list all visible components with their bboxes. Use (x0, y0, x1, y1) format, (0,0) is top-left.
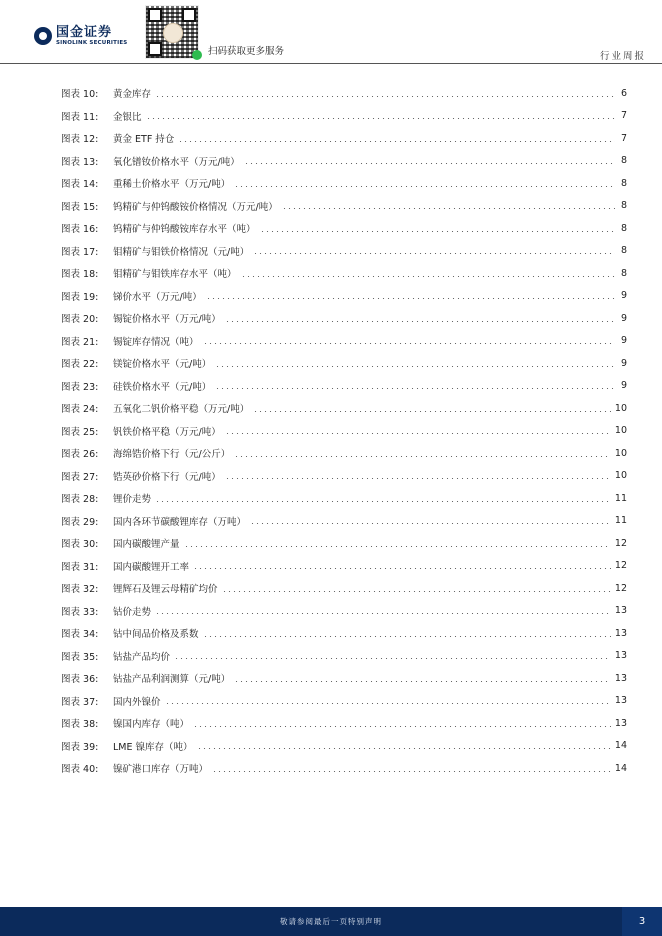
qr-center-logo-icon (163, 23, 183, 43)
qr-code-icon[interactable] (145, 5, 199, 59)
toc-entry-title: 国内外镍价 (113, 696, 161, 708)
footer-disclaimer: 敬请参阅最后一页特别声明 (280, 917, 382, 926)
dot-leader (225, 433, 611, 434)
toc-entry-label: 图表 32: (61, 584, 99, 596)
toc-entry-title: 锂辉石及锂云母精矿均价 (113, 584, 218, 596)
toc-entry-label: 图表 20: (61, 314, 99, 326)
toc-entry-label: 图表 34: (61, 629, 99, 641)
toc-entry-page: 13 (614, 605, 627, 617)
toc-entry[interactable] (61, 352, 627, 375)
toc-entry-title: 氧化镨钕价格水平（万元/吨） (113, 156, 240, 168)
toc-entry-title: 钨精矿与仲钨酸铵价格情况（万元/吨） (113, 201, 278, 213)
toc-entry-page: 9 (620, 357, 627, 369)
toc-entry[interactable] (61, 150, 627, 173)
toc-entry-title: 国内各环节碳酸锂库存（万吨） (113, 516, 247, 528)
toc-entry-page: 8 (620, 177, 627, 189)
toc-entry-title: 钼精矿与钼铁库存水平（吨） (113, 269, 237, 281)
dot-leader (244, 163, 615, 164)
toc-entry-page: 11 (614, 515, 627, 527)
toc-entry-title: 锂价走势 (113, 494, 152, 506)
toc-entry[interactable] (61, 667, 627, 690)
toc-entry-page: 11 (614, 492, 627, 504)
toc-entry-page: 7 (620, 132, 627, 144)
toc-entry-title: 钴中间品价格及系数 (113, 629, 199, 641)
toc-entry[interactable] (61, 397, 627, 420)
toc-entry-page: 14 (614, 740, 627, 752)
toc-entry-page: 13 (614, 717, 627, 729)
page-footer (0, 907, 662, 936)
toc-entry-title: 镍矿港口库存（万吨） (113, 764, 209, 776)
logo-icon (34, 27, 52, 45)
toc-entry-page: 7 (620, 110, 627, 122)
toc-entry-page: 9 (620, 290, 627, 302)
dot-leader (215, 366, 615, 367)
toc-entry-page: 10 (614, 402, 627, 414)
toc-entry-label: 图表 24: (61, 404, 99, 416)
toc-entry[interactable] (61, 240, 627, 263)
toc-entry[interactable] (61, 555, 627, 578)
dot-leader (193, 568, 611, 569)
toc-entry-page: 8 (620, 245, 627, 257)
toc-entry[interactable] (61, 105, 627, 128)
company-logo (34, 26, 127, 47)
dot-leader (234, 681, 611, 682)
wechat-badge-icon (192, 50, 202, 60)
toc-entry-title: 重稀土价格水平（万元/吨） (113, 179, 231, 191)
toc-entry-title: 钴价走势 (113, 606, 152, 618)
toc-entry-label: 图表 25: (61, 426, 99, 438)
toc-entry-title: LME 镍库存（吨） (113, 741, 193, 753)
toc-entry-label: 图表 10: (61, 89, 99, 101)
toc-entry-label: 图表 13: (61, 156, 99, 168)
toc-entry[interactable] (61, 82, 627, 105)
dot-leader (174, 658, 611, 659)
toc-entry-page: 9 (620, 380, 627, 392)
toc-entry-title: 钨精矿与仲钨酸铵库存水平（吨） (113, 224, 256, 236)
toc-entry-label: 图表 39: (61, 741, 99, 753)
toc-entry-label: 图表 26: (61, 449, 99, 461)
toc-entry[interactable] (61, 577, 627, 600)
toc-entry[interactable] (61, 487, 627, 510)
dot-leader (184, 546, 611, 547)
toc-entry[interactable] (61, 195, 627, 218)
toc-entry-label: 图表 11: (61, 111, 99, 123)
toc-entry-title: 黄金库存 (113, 89, 152, 101)
toc-entry-page: 8 (620, 155, 627, 167)
toc-entry[interactable] (61, 712, 627, 735)
toc-entry[interactable] (61, 330, 627, 353)
toc-entry[interactable] (61, 645, 627, 668)
toc-entry-page: 12 (614, 560, 627, 572)
dot-leader (178, 141, 615, 142)
dot-leader (215, 388, 615, 389)
toc-entry-page: 12 (614, 582, 627, 594)
toc-entry-label: 图表 18: (61, 269, 99, 281)
toc-entry-label: 图表 29: (61, 516, 99, 528)
toc-entry-page: 9 (620, 312, 627, 324)
toc-entry-title: 五氧化二钒价格平稳（万元/吨） (113, 404, 250, 416)
toc-entry-page: 10 (614, 447, 627, 459)
toc-entry-title: 锡锭价格水平（万元/吨） (113, 314, 221, 326)
toc-entry[interactable] (61, 442, 627, 465)
toc-entry-label: 图表 35: (61, 651, 99, 663)
dot-leader (225, 478, 611, 479)
dot-leader (146, 118, 615, 119)
toc-entry-title: 锑价水平（万元/吨） (113, 291, 202, 303)
toc-entry-label: 图表 38: (61, 719, 99, 731)
logo-chinese-name: 国金证券 (56, 25, 113, 40)
dot-leader (197, 748, 611, 749)
toc-entry-title: 钼精矿与钼铁价格情况（元/吨） (113, 246, 250, 258)
toc-entry-label: 图表 17: (61, 246, 99, 258)
toc-entry[interactable] (61, 420, 627, 443)
dot-leader (193, 726, 611, 727)
toc-entry-title: 国内碳酸锂开工率 (113, 561, 190, 573)
toc-entry-label: 图表 36: (61, 674, 99, 686)
toc-entry-title: 海绵锆价格下行（元/公斤） (113, 449, 231, 461)
toc-entry[interactable] (61, 375, 627, 398)
toc-entry-page: 10 (614, 470, 627, 482)
toc-entry[interactable] (61, 510, 627, 533)
dot-leader (206, 298, 615, 299)
dot-leader (203, 636, 611, 637)
toc-entry[interactable] (61, 465, 627, 488)
dot-leader (165, 703, 611, 704)
dot-leader (212, 771, 611, 772)
toc-entry-page: 13 (614, 650, 627, 662)
toc-entry-title: 钒铁价格平稳（万元/吨） (113, 426, 221, 438)
toc-entry-page: 12 (614, 537, 627, 549)
toc-entry-label: 图表 30: (61, 539, 99, 551)
toc-entry-label: 图表 19: (61, 291, 99, 303)
toc-entry-label: 图表 33: (61, 606, 99, 618)
header-divider (0, 63, 662, 64)
report-type-label: 行业周报 (599, 51, 646, 62)
dot-leader (253, 411, 611, 412)
toc-entry-title: 锡锭库存情况（吨） (113, 336, 199, 348)
dot-leader (234, 456, 611, 457)
toc-entry-label: 图表 27: (61, 471, 99, 483)
toc-entry[interactable] (61, 262, 627, 285)
scan-for-services-text: 扫码获取更多服务 (208, 46, 285, 57)
toc-entry-label: 图表 40: (61, 764, 99, 776)
page-number: 3 (622, 907, 662, 936)
toc-entry-title: 硅铁价格水平（元/吨） (113, 381, 212, 393)
toc-entry-page: 6 (620, 87, 627, 99)
qr-finder-icon (148, 42, 162, 56)
dot-leader (282, 208, 615, 209)
toc-entry-label: 图表 28: (61, 494, 99, 506)
toc-entry-title: 镁锭价格水平（元/吨） (113, 359, 212, 371)
toc-entry-label: 图表 16: (61, 224, 99, 236)
logo-english-name: SINOLINK SECURITIES (56, 40, 128, 46)
dot-leader (155, 501, 611, 502)
dot-leader (253, 253, 615, 254)
page-header (0, 0, 662, 64)
toc-entry-label: 图表 22: (61, 359, 99, 371)
toc-entry[interactable] (61, 690, 627, 713)
dot-leader (241, 276, 615, 277)
dot-leader (155, 613, 611, 614)
toc-entry-title: 镍国内库存（吨） (113, 719, 190, 731)
dot-leader (234, 186, 615, 187)
toc-entry-page: 8 (620, 267, 627, 279)
dot-leader (222, 591, 611, 592)
toc-entry[interactable] (61, 622, 627, 645)
toc-entry[interactable] (61, 127, 627, 150)
toc-entry[interactable] (61, 600, 627, 623)
toc-entry-title: 金银比 (113, 111, 142, 123)
dot-leader (203, 343, 615, 344)
toc-entry[interactable] (61, 757, 627, 780)
toc-entry-label: 图表 21: (61, 336, 99, 348)
toc-entry-label: 图表 23: (61, 381, 99, 393)
dot-leader (155, 96, 615, 97)
dot-leader (260, 231, 615, 232)
toc-entry[interactable] (61, 532, 627, 555)
toc-entry[interactable] (61, 217, 627, 240)
toc-entry-title: 钴盐产品利润测算（元/吨） (113, 674, 231, 686)
qr-finder-icon (148, 8, 162, 22)
toc-entry-title: 锆英砂价格下行（元/吨） (113, 471, 221, 483)
toc-entry-page: 8 (620, 222, 627, 234)
toc-entry-page: 14 (614, 762, 627, 774)
toc-entry-label: 图表 12: (61, 134, 99, 146)
toc-entry-label: 图表 15: (61, 201, 99, 213)
toc-entry-page: 8 (620, 200, 627, 212)
toc-entry-label: 图表 31: (61, 561, 99, 573)
dot-leader (225, 321, 615, 322)
toc-entry-title: 黄金 ETF 持仓 (113, 134, 175, 146)
toc-entry-page: 10 (614, 425, 627, 437)
toc-entry-page: 13 (614, 627, 627, 639)
chart-index-list (61, 82, 627, 780)
toc-entry-page: 9 (620, 335, 627, 347)
toc-entry-title: 钴盐产品均价 (113, 651, 171, 663)
toc-entry[interactable] (61, 172, 627, 195)
toc-entry-page: 13 (614, 672, 627, 684)
qr-finder-icon (182, 8, 196, 22)
toc-entry-title: 国内碳酸锂产量 (113, 539, 180, 551)
toc-entry[interactable] (61, 307, 627, 330)
toc-entry[interactable] (61, 735, 627, 758)
dot-leader (250, 523, 611, 524)
toc-entry-page: 13 (614, 695, 627, 707)
toc-entry[interactable] (61, 285, 627, 308)
toc-entry-label: 图表 14: (61, 179, 99, 191)
toc-entry-label: 图表 37: (61, 696, 99, 708)
